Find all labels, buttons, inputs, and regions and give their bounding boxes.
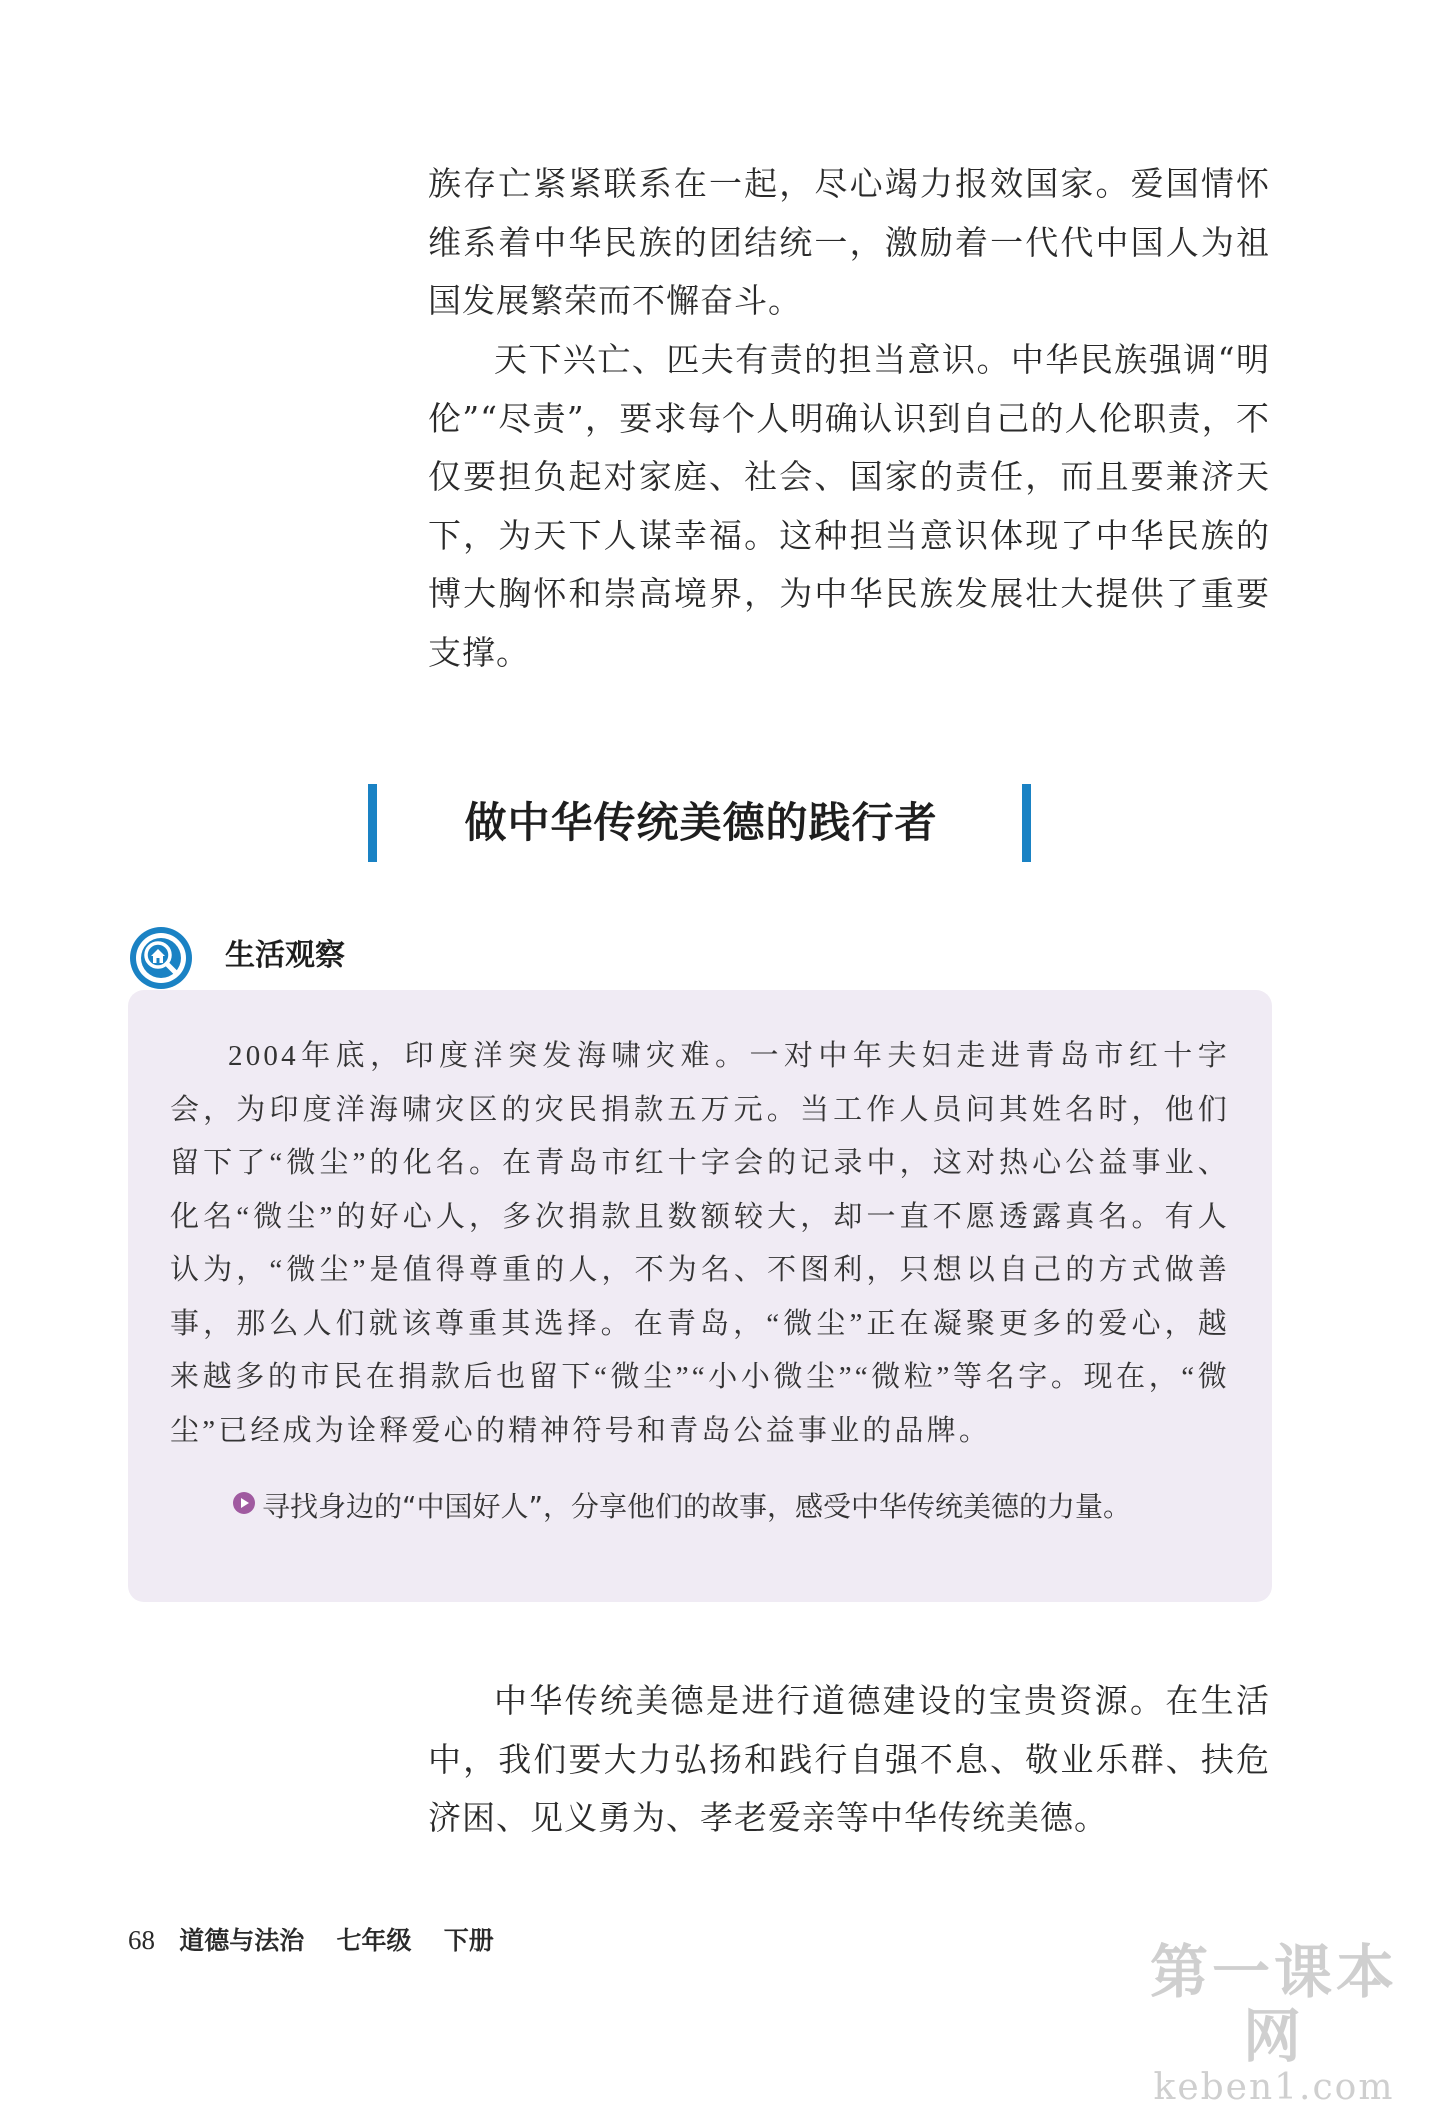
- body-paragraph-responsibility: 天下兴亡、匹夫有责的担当意识。中华民族强调“明伦”“尽责”，要求每个人明确认识到自己的人伦职责，不仅要担负起对家庭、社会、国家的责任，而且要兼济天下，为天下人谋幸福。这种担当意识体现了中华民族的博大胸怀和崇高境界，为中华民族发展壮大提供了重要支撑。: [428, 340, 1270, 672]
- observation-prompt-text: 寻找身边的“中国好人”，分享他们的故事，感受中华传统美德的力量。: [262, 1490, 1132, 1523]
- body-paragraph-virtues: 中华传统美德是进行道德建设的宝贵资源。在生活中，我们要大力弘扬和践行自强不息、敬业乐群、扶危济困、见义勇为、孝老爱亲等中华传统美德。: [428, 1681, 1270, 1837]
- magnifier-house-icon: [128, 925, 194, 991]
- watermark: [1124, 1940, 1424, 2108]
- page-footer: [128, 1922, 520, 1960]
- page-number: 68: [128, 1925, 155, 1955]
- section-title: 做中华传统美德的践行者: [464, 798, 938, 847]
- observation-label: 生活观察: [225, 938, 345, 973]
- section-title-right-bar: [1022, 784, 1031, 862]
- footer-volume: 下册: [443, 1928, 494, 1955]
- observation-prompt: [232, 1485, 1232, 1530]
- footer-grade: 七年级: [336, 1928, 412, 1955]
- watermark-name: 第一课本网: [1149, 1938, 1398, 2070]
- observation-story: 2004年底，印度洋突发海啸灾难。一对中年夫妇走进青岛市红十字会，为印度洋海啸灾区的灾民捐款五万元。当工作人员问其姓名时，他们留下了“微尘”的化名。在青岛市红十字会的记录中，这对热心公益事业、化名“微尘”的好心人，多次捐款且数额较大，却一直不愿透露真名。有人认为，“微尘”是值得尊重的人，不为名、不图利，只想以自己的方式做善事，那么人们就该尊重其选择。在青岛，“微尘”正在凝聚更多的爱心，越来越多的市民在捐款后也留下“微尘”“小小微尘”“微粒”等名字。现在，“微尘”已经成为诠释爱心的精神符号和青岛公益事业的品牌。: [170, 1040, 1230, 1447]
- body-paragraph-continued: 族存亡紧紧联系在一起，尽心竭力报效国家。爱国情怀维系着中华民族的团结统一，激励着一代代中国人为祖国发展繁荣而不懈奋斗。: [428, 164, 1270, 320]
- play-circle-icon: [232, 1484, 256, 1528]
- watermark-url: keben1.com: [1153, 2067, 1395, 2108]
- footer-book-title: 道德与法治: [179, 1928, 305, 1955]
- observation-box: [128, 990, 1272, 1602]
- section-title-left-bar: [368, 784, 377, 862]
